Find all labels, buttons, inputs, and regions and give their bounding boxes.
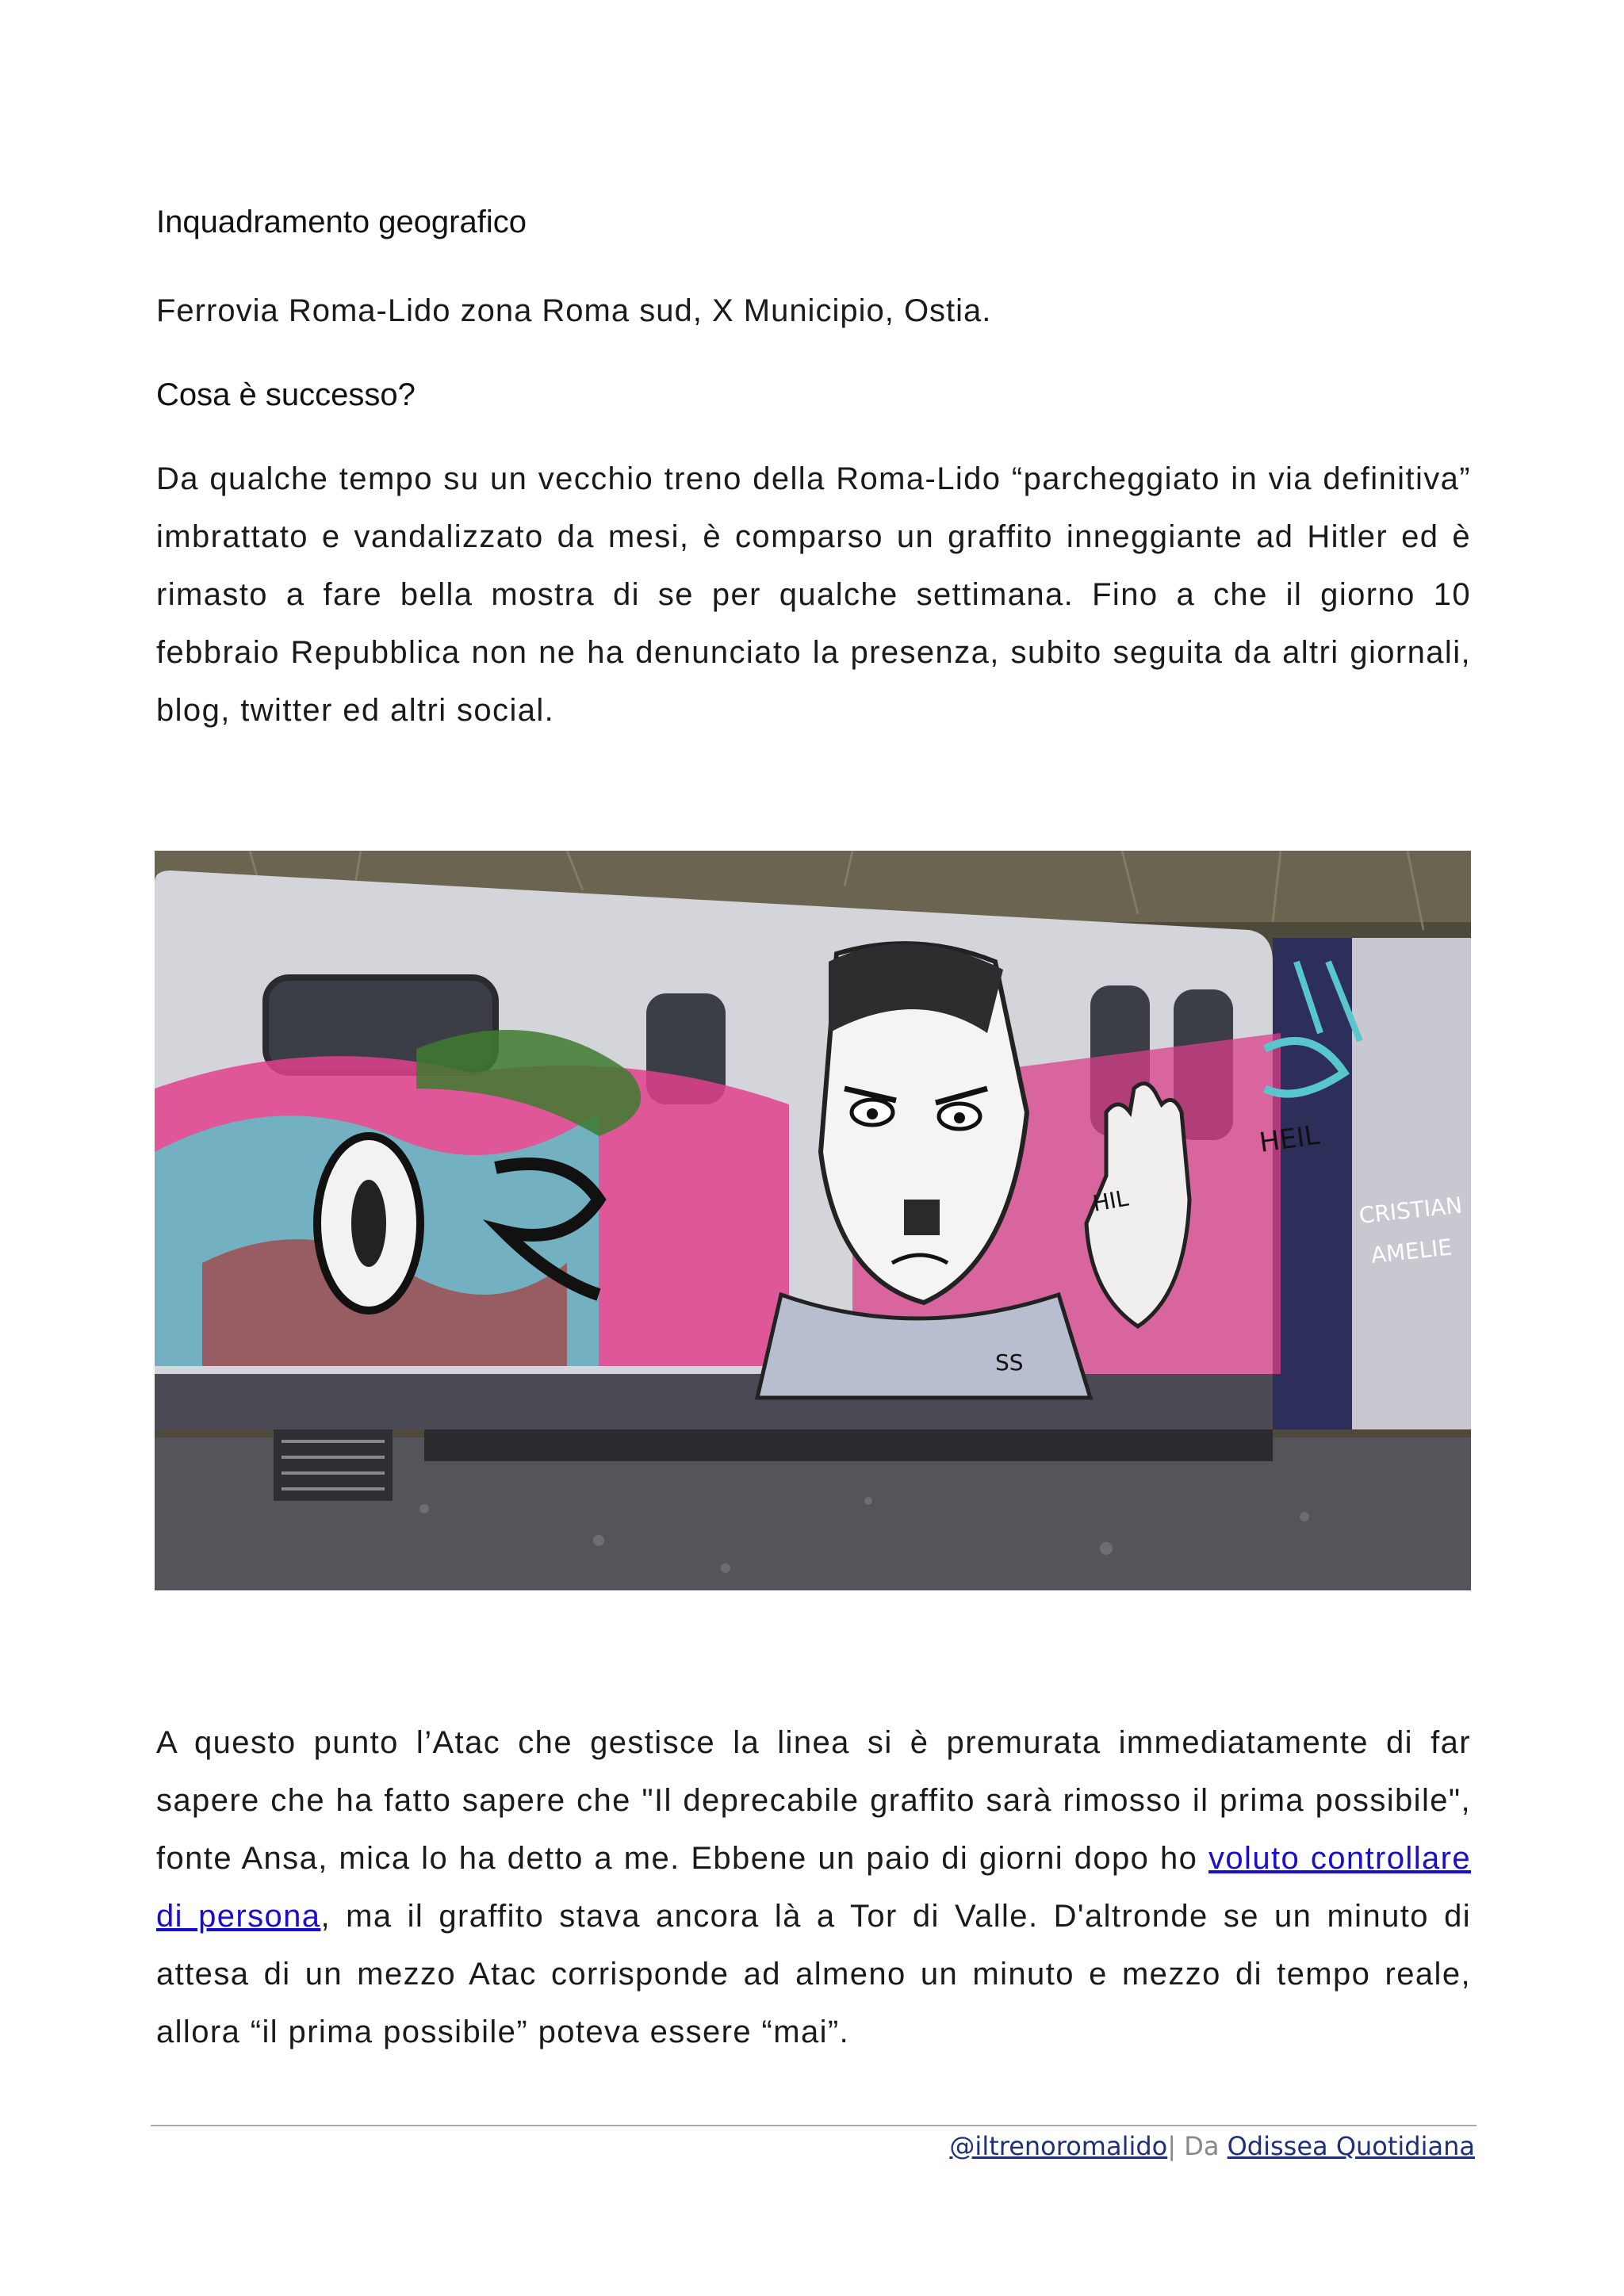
footer-separator: | bbox=[1167, 2131, 1177, 2161]
twitter-handle-link[interactable]: @iltrenoromalido bbox=[949, 2131, 1168, 2161]
paragraph-followup bbox=[156, 1714, 1471, 2061]
paragraph-intro: Da qualche tempo su un vecchio treno della Roma-Lido “parcheggiato in via definitiva” imbrattato e vandalizzato da mesi, è comparso un graffito inneggiante ad Hitler ed è rimasto a fare bella mostra di se per qualche settimana. Fino a che il giorno 10 febbraio Repubblica non ne ha denunciato la presenza, subito seguita da altri giornali, blog, twitter ed altri social. bbox=[156, 461, 1471, 728]
page-footer bbox=[949, 2131, 1475, 2161]
photo-illustration bbox=[155, 851, 1471, 1590]
svg-text:HEIL: HEIL bbox=[1257, 1119, 1322, 1159]
check-in-person-link[interactable]: voluto controllare di persona bbox=[156, 1841, 1471, 1934]
source-link[interactable]: Odissea Quotidiana bbox=[1227, 2131, 1475, 2161]
paragraph-followup-part-2: , ma il graffito stava ancora là a Tor di Valle. D'altronde se un minuto di attesa di un mezzo Atac corrisponde ad almeno un minuto e mezzo di tempo reale, allora “il prima possibile” poteva essere “mai”. bbox=[156, 1899, 1472, 2049]
paragraph-followup-part-1: A questo punto l’Atac che gestisce la linea si è premurata immediatamente di far sapere che ha fatto sapere che "Il deprecabile graffito sarà rimosso il prima possibile", fonte Ansa, mica lo ha detto a me. Ebbene un paio di giorni dopo ho bbox=[156, 1725, 1471, 1876]
section-heading-what-happened: Cosa è successo? bbox=[156, 377, 416, 412]
footer-prefix: Da bbox=[1184, 2131, 1220, 2161]
train-graffiti-photo bbox=[155, 851, 1471, 1590]
location-text: Ferrovia Roma-Lido zona Roma sud, X Municipio, Ostia. bbox=[156, 293, 992, 328]
svg-text:SS: SS bbox=[995, 1349, 1024, 1376]
svg-text:AMELIE: AMELIE bbox=[1369, 1234, 1454, 1269]
footer-divider bbox=[151, 2125, 1477, 2126]
svg-text:HIL: HIL bbox=[1090, 1184, 1131, 1217]
svg-text:CRISTIAN: CRISTIAN bbox=[1358, 1192, 1464, 1229]
section-heading-location: Inquadramento geografico bbox=[156, 205, 527, 239]
